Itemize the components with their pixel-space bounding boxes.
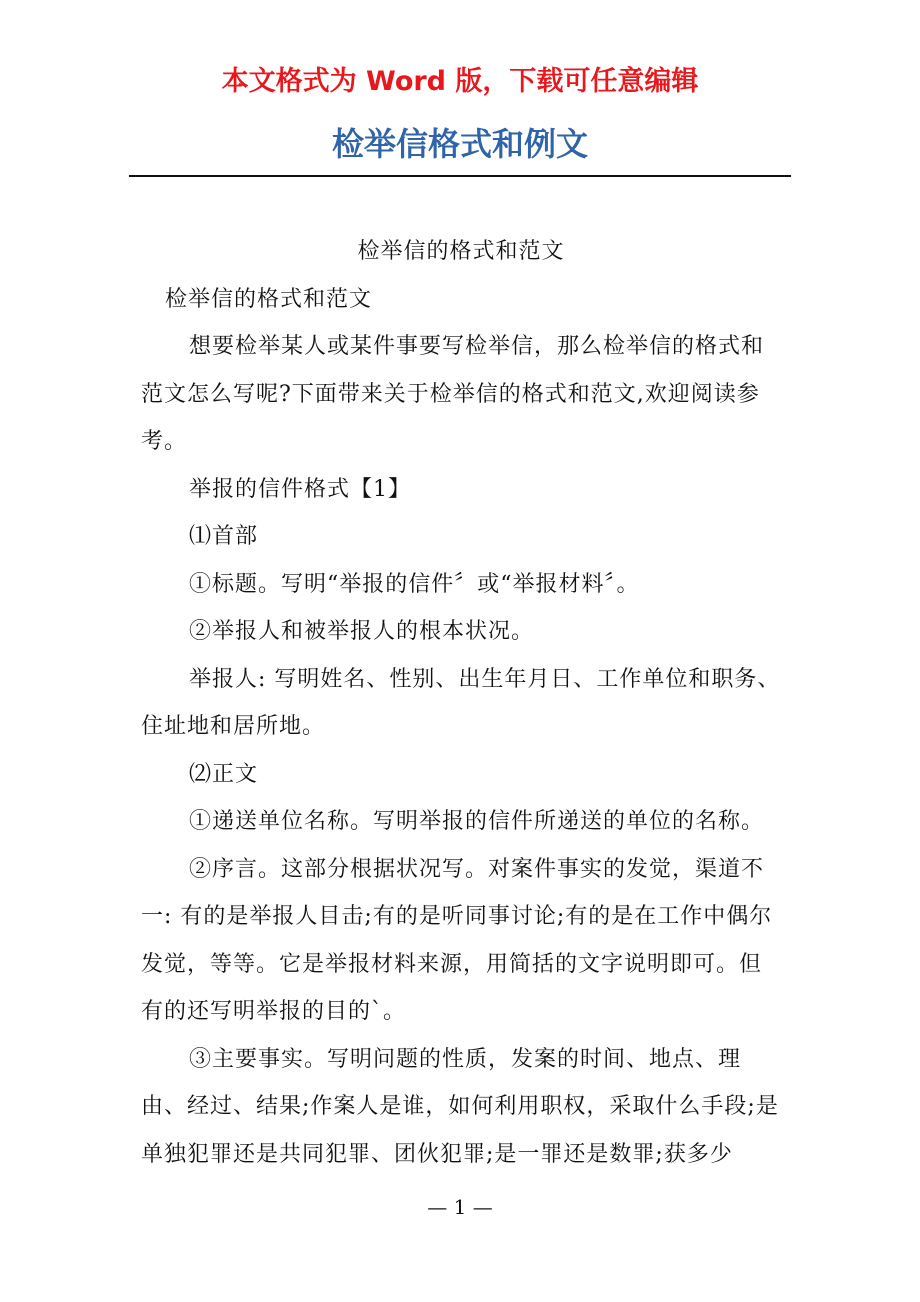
section-heading-header: ⑴首部 — [189, 524, 259, 549]
article-subtitle: 检举信的格式和范文 — [165, 286, 373, 312]
header-divider — [129, 175, 791, 177]
page-number: — 1 — — [427, 1195, 493, 1219]
paragraph-preface-item: ②序言。这部分根据状况写。对案件事实的发觉，渠道不一: 有的是举报人目击;有的是听同事讨论;有的是在工作中偶尔发觉，等等。它是举报材料来源，用简括的文字说明即可。但有的还写明举报的目的`。 — [141, 856, 773, 1024]
section-heading-format: 举报的信件格式【1】 — [189, 476, 411, 502]
document-body — [141, 228, 781, 1178]
section-heading-main-text: ⑵正文 — [189, 761, 259, 787]
paragraph-reporter-info: 举报人: 写明姓名、性别、出生年月日、工作单位和职务、住址地和居所地。 — [141, 666, 781, 739]
paragraph-facts-item: ③主要事实。写明问题的性质，发案的时间、地点、理由、经过、结果;作案人是谁，如何利用职权，采取什么手段;是单独犯罪还是共同犯罪、团伙犯罪;是一罪还是数罪;获多少 — [141, 1046, 779, 1167]
article-title: 检举信的格式和范文 — [357, 239, 565, 264]
document-title: 检举信格式和例文 — [331, 125, 588, 163]
paragraph-title-item: ①标题。写明“举报的信件〞或“举报材料〞。 — [189, 571, 640, 597]
paragraph-intro: 想要检举某人或某件事要写检举信，那么检举信的格式和范文怎么写呢?下面带来关于检举信的格式和范文,欢迎阅读参考。 — [141, 334, 765, 454]
paragraph-recipient-item: ①递送单位名称。写明举报的信件所递送的单位的名称。 — [189, 809, 765, 834]
word-format-banner: 本文格式为 Word 版，下载可任意编辑 — [221, 66, 699, 97]
paragraph-parties-item: ②举报人和被举报人的根本状况。 — [189, 619, 535, 644]
